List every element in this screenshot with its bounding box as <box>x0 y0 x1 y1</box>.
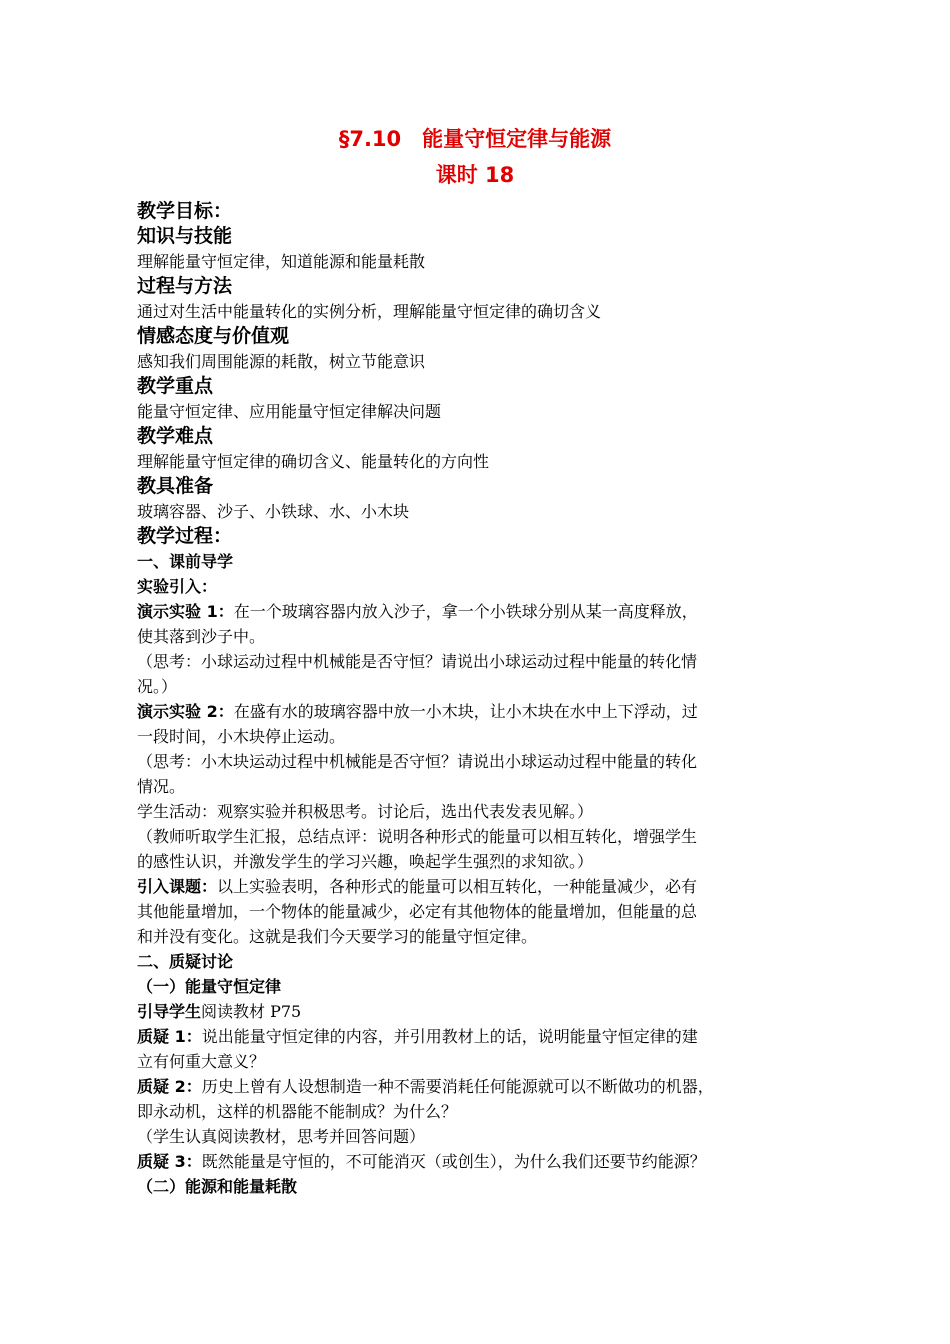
intro-label: 实验引入： <box>137 577 218 596</box>
question2-line2: 即永动机，这样的机器能不能制成？为什么？ <box>137 1102 458 1121</box>
emotion-heading: 情感态度与价值观 <box>137 325 290 347</box>
document-title: §7.10 能量守恒定律与能源 <box>338 127 612 151</box>
difficult-points-heading: 教学难点 <box>137 425 214 447</box>
question1-label: 质疑 1： <box>137 1027 202 1046</box>
demo1-text: 在一个玻璃容器内放入沙子，拿一个小铁球分别从某一高度释放， <box>233 602 698 621</box>
difficult-points-text: 理解能量守恒定律的确切含义、能量转化的方向性 <box>137 452 490 471</box>
question2-line1: 历史上曾有人设想制造一种不需要消耗任何能源就可以不断做功的机器， <box>201 1077 714 1096</box>
topic-line3: 和并没有变化。这就是我们今天要学习的能量守恒定律。 <box>137 927 538 946</box>
think2-line2: 情况。 <box>137 777 186 796</box>
demo1-label: 演示实验 1： <box>137 602 234 621</box>
subsection1-heading: （一）能量守恒定律 <box>137 977 282 996</box>
guide-text: 阅读教材 P75 <box>201 1002 302 1021</box>
topic-paragraph <box>137 874 817 899</box>
tools-heading: 教具准备 <box>137 475 214 497</box>
question3-label: 质疑 3： <box>137 1152 202 1171</box>
lesson-number: 课时 18 <box>435 163 515 187</box>
think2-line1: （思考：小木块运动过程中机械能是否守恒？请说出小球运动过程中能量的转化 <box>137 752 698 771</box>
teacher-comment-line2: 的感性认识，并激发学生的学习兴趣，唤起学生强烈的求知欲。） <box>137 852 594 871</box>
think1-line2: 况。） <box>137 677 178 696</box>
section1-heading: 一、课前导学 <box>137 552 234 571</box>
question3-paragraph <box>137 1149 817 1174</box>
reading-note: （学生认真阅读教材，思考并回答问题） <box>137 1127 426 1146</box>
key-points-heading: 教学重点 <box>137 375 214 397</box>
teacher-comment-line1: （教师听取学生汇报，总结点评：说明各种形式的能量可以相互转化，增强学生 <box>137 827 698 846</box>
knowledge-text: 理解能量守恒定律，知道能源和能量耗散 <box>137 252 426 271</box>
knowledge-heading: 知识与技能 <box>137 225 233 247</box>
guide-label: 引导学生 <box>137 1002 202 1021</box>
demo1-text-line2: 使其落到沙子中。 <box>137 627 266 646</box>
question3-text: 既然能量是守恒的，不可能消灭（或创生），为什么我们还要节约能源？ <box>201 1152 706 1171</box>
guide-paragraph <box>137 999 817 1024</box>
procedure-heading: 教学过程： <box>137 525 233 547</box>
question1-line1: 说出能量守恒定律的内容，并引用教材上的话，说明能量守恒定律的建 <box>201 1027 698 1046</box>
demo2-label: 演示实验 2： <box>137 702 234 721</box>
process-heading: 过程与方法 <box>137 275 233 297</box>
document-body <box>137 199 817 1199</box>
topic-line1: 以上实验表明，各种形式的能量可以相互转化，一种能量减少，必有 <box>217 877 698 896</box>
section2-heading: 二、质疑讨论 <box>137 952 234 971</box>
think1-line1: （思考：小球运动过程中机械能是否守恒？请说出小球运动过程中能量的转化情 <box>137 652 698 671</box>
question1-paragraph <box>137 1024 817 1049</box>
question2-label: 质疑 2： <box>137 1077 202 1096</box>
topic-line2: 其他能量增加，一个物体的能量减少，必定有其他物体的能量增加，但能量的总 <box>137 902 698 921</box>
emotion-text: 感知我们周围能源的耗散，树立节能意识 <box>137 352 426 371</box>
objectives-heading: 教学目标： <box>137 200 233 222</box>
question2-paragraph <box>137 1074 817 1099</box>
subsection2-heading: （二）能源和能量耗散 <box>137 1177 298 1196</box>
question1-line2: 立有何重大意义？ <box>137 1052 266 1071</box>
demo1-paragraph <box>137 599 817 624</box>
topic-label: 引入课题： <box>137 877 218 896</box>
demo2-paragraph <box>137 699 817 724</box>
key-points-text: 能量守恒定律、应用能量守恒定律解决问题 <box>137 402 442 421</box>
student-activity: 学生活动：观察实验并积极思考。讨论后，选出代表发表见解。） <box>137 802 594 821</box>
process-text: 通过对生活中能量转化的实例分析，理解能量守恒定律的确切含义 <box>137 302 602 321</box>
demo2-text: 在盛有水的玻璃容器中放一小木块，让小木块在水中上下浮动，过 <box>233 702 698 721</box>
demo2-text-line2: 一段时间，小木块停止运动。 <box>137 727 346 746</box>
tools-text: 玻璃容器、沙子、小铁球、水、小木块 <box>137 502 410 521</box>
